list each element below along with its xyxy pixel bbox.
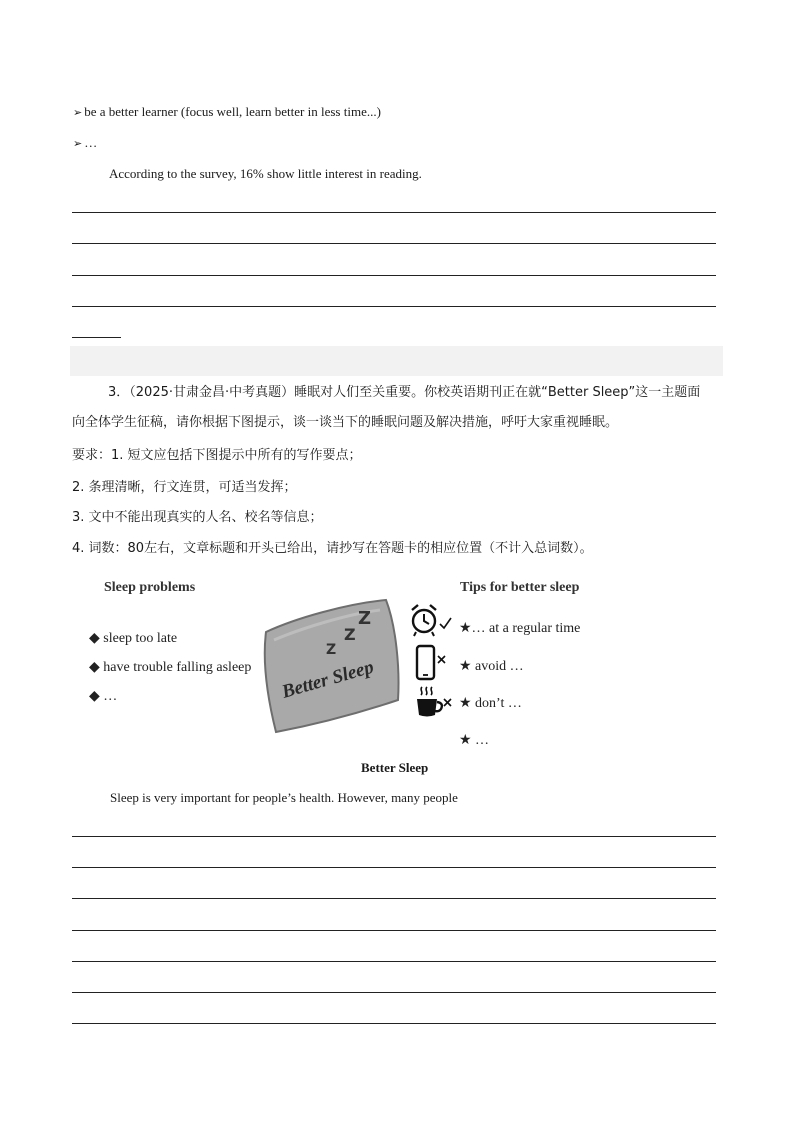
sample-sentence: According to the survey, 16% show little interest in reading.: [109, 166, 422, 181]
coffee-cross-icon: [414, 684, 456, 720]
tip-item: ★ avoid …: [459, 659, 524, 674]
problem-item: ◆ have trouble falling asleep: [89, 660, 252, 675]
writing-line: [72, 898, 716, 899]
bullet-arrow-icon: ➢: [73, 107, 83, 119]
problem-item: ◆ sleep too late: [89, 631, 178, 646]
tips-heading: Tips for better sleep: [460, 580, 580, 595]
alarm-clock-check-icon: [408, 603, 454, 637]
figure-caption: Better Sleep: [361, 760, 429, 775]
requirement-2: 2. 条理清晰，行文连贯，可适当发挥；: [72, 480, 297, 495]
writing-line: [72, 275, 716, 276]
question3-line1: 3．（2025·甘肃金昌·中考真题）睡眠对人们至关重要。你校英语期刊正在就“Better Sleep”这一主题面: [108, 385, 701, 400]
writing-line: [72, 867, 716, 868]
sleep-problems-heading: Sleep problems: [104, 580, 196, 595]
question3-line2: 向全体学生征稿，请你根据下图提示，谈一谈当下的睡眠问题及解决措施，呼吁大家重视睡眠。: [72, 415, 619, 430]
writing-line: [72, 243, 716, 244]
essay-opening: Sleep is very important for people’s health. However, many people: [110, 790, 458, 805]
tip-item: ★ …: [459, 733, 490, 748]
writing-line: [72, 992, 716, 993]
writing-line-short: [72, 337, 121, 338]
pillow-illustration: [258, 596, 404, 736]
phone-cross-icon: [414, 644, 450, 682]
writing-line: [72, 930, 716, 931]
zzz-letter: Z: [344, 625, 356, 644]
bullet-arrow-icon: ➢: [73, 138, 83, 150]
zzz-letter: Z: [326, 642, 337, 658]
problem-item: ◆ …: [89, 689, 118, 704]
tip-item: ★ don’t …: [459, 696, 522, 711]
writing-line: [72, 836, 716, 837]
bullet-learner: ➢ be a better learner (focus well, learn better in less time...): [73, 104, 381, 119]
zzz-letter: Z: [358, 608, 372, 629]
requirement-1: 要求：1. 短文应包括下图提示中所有的写作要点；: [72, 448, 362, 463]
requirement-4: 4. 词数：80左右，文章标题和开头已给出，请抄写在答题卡的相应位置（不计入总词数）。: [72, 541, 593, 556]
answer-shade-band: [70, 346, 723, 376]
tip-item: ★… at a regular time: [459, 621, 581, 636]
requirement-3: 3. 文中不能出现真实的人名、校名等信息；: [72, 510, 323, 525]
writing-line: [72, 306, 716, 307]
bullet-ellipsis: ➢ …: [73, 135, 98, 150]
writing-line: [72, 212, 716, 213]
writing-line: [72, 1023, 716, 1024]
writing-line: [72, 961, 716, 962]
pillow-label: Better Sleep: [279, 656, 377, 703]
